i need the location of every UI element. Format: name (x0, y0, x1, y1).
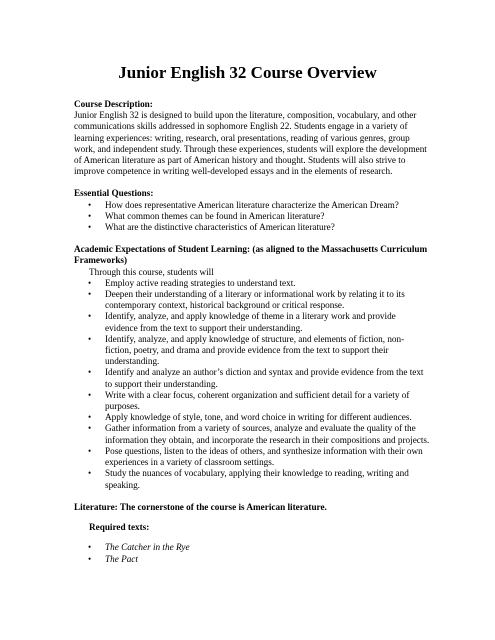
required-texts-heading: Required texts: (89, 522, 150, 533)
essential-questions-heading: Essential Questions: (74, 188, 154, 199)
book-title: The Pact (105, 553, 138, 564)
bullet-icon: • (88, 367, 92, 378)
list-item (74, 278, 430, 289)
bullet-icon: • (88, 210, 92, 221)
list-item-text: Employ active reading strategies to understand text. (105, 277, 296, 288)
bullet-icon: • (88, 277, 92, 288)
bullet-icon: • (88, 289, 92, 300)
document-title: Junior English 32 Course Overview (118, 63, 377, 82)
list-item-text: Deepen their understanding of a literary or informational work by relating it to its contemporary context, historical background or critical response. (105, 289, 405, 311)
list-item-text: What are the distinctive characteristics of American literature? (105, 222, 335, 233)
list-item (74, 200, 430, 211)
list-item (74, 423, 430, 445)
list-item (74, 390, 430, 412)
academic-expectations-list (74, 278, 430, 491)
bullet-icon: • (88, 423, 92, 434)
list-item-text: Identify, analyze, and apply knowledge of theme in a literary work and provide evidence from the text to support their understanding. (105, 311, 396, 333)
bullet-icon: • (88, 445, 92, 456)
book-title: The Catcher in the Rye (105, 542, 190, 553)
list-item-text: How does representative American literature characterize the American Dream? (105, 199, 399, 210)
bullet-icon: • (88, 199, 92, 210)
list-item-text: What common themes can be found in American literature? (105, 210, 325, 221)
bullet-icon: • (88, 542, 92, 553)
list-item (74, 211, 430, 222)
required-texts-list (74, 542, 430, 564)
bullet-icon: • (88, 311, 92, 322)
bullet-icon: • (88, 553, 92, 564)
academic-expectations-intro: Through this course, students will (89, 266, 214, 277)
list-item-text: Identify and analyze an author’s diction and syntax and provide evidence from the text to support their understanding. (105, 367, 424, 389)
list-item (74, 446, 430, 468)
list-item (74, 311, 430, 333)
list-item-text: Gather information from a variety of sources, analyze and evaluate the quality of the information they obtain, and incorporate the research in their compositions and projects. (105, 423, 430, 445)
list-item-text: Write with a clear focus, coherent organization and sufficient detail for a variety of purposes. (105, 389, 410, 412)
list-item-text: Apply knowledge of style, tone, and word choice in writing for different audiences. (105, 412, 412, 423)
academic-expectations-heading: Academic Expectations of Student Learning: (as aligned to the Massachusetts Curriculum Frameworks) (74, 244, 428, 266)
list-item-text: Study the nuances of vocabulary, applying their knowledge to reading, writing and speaking. (105, 468, 409, 490)
list-item-text: Pose questions, listen to the ideas of others, and synthesize information with their own experiences in a variety of classroom settings. (105, 445, 423, 468)
spacer (74, 233, 430, 244)
list-item (74, 289, 430, 311)
course-description-text: Junior English 32 is designed to build upon the literature, composition, vocabulary, and other communications skills addressed in sophomore English 22. Students engage in a variety of learning experiences: writing, research, oral presentations, reading of various genres, group work, and independent study. Through these experiences, students will explore the development of American literature as part of American history and thought. Students will also strive to improve competence in writing well-developed essays and in the elements of research. (74, 110, 427, 177)
bullet-icon: • (88, 468, 92, 479)
spacer (74, 177, 430, 188)
essential-questions-list (74, 200, 430, 234)
bullet-icon: • (88, 222, 92, 233)
list-item (74, 367, 430, 389)
course-description-heading: Course Description: (74, 99, 153, 109)
list-item (74, 554, 430, 565)
list-item (74, 222, 430, 233)
list-item (74, 542, 430, 553)
list-item-text: Identify, analyze, and apply knowledge of structure, and elements of fiction, non-fiction, poetry, and drama and provide evidence from the text to support their understanding. (105, 333, 405, 367)
document-body (74, 99, 430, 565)
spacer (74, 491, 430, 502)
bullet-icon: • (88, 389, 92, 400)
list-item (74, 334, 430, 368)
list-item (74, 412, 430, 423)
bullet-icon: • (88, 333, 92, 344)
literature-heading: Literature: The cornerstone of the course is American literature. (74, 501, 327, 512)
list-item (74, 468, 430, 490)
bullet-icon: • (88, 412, 92, 423)
